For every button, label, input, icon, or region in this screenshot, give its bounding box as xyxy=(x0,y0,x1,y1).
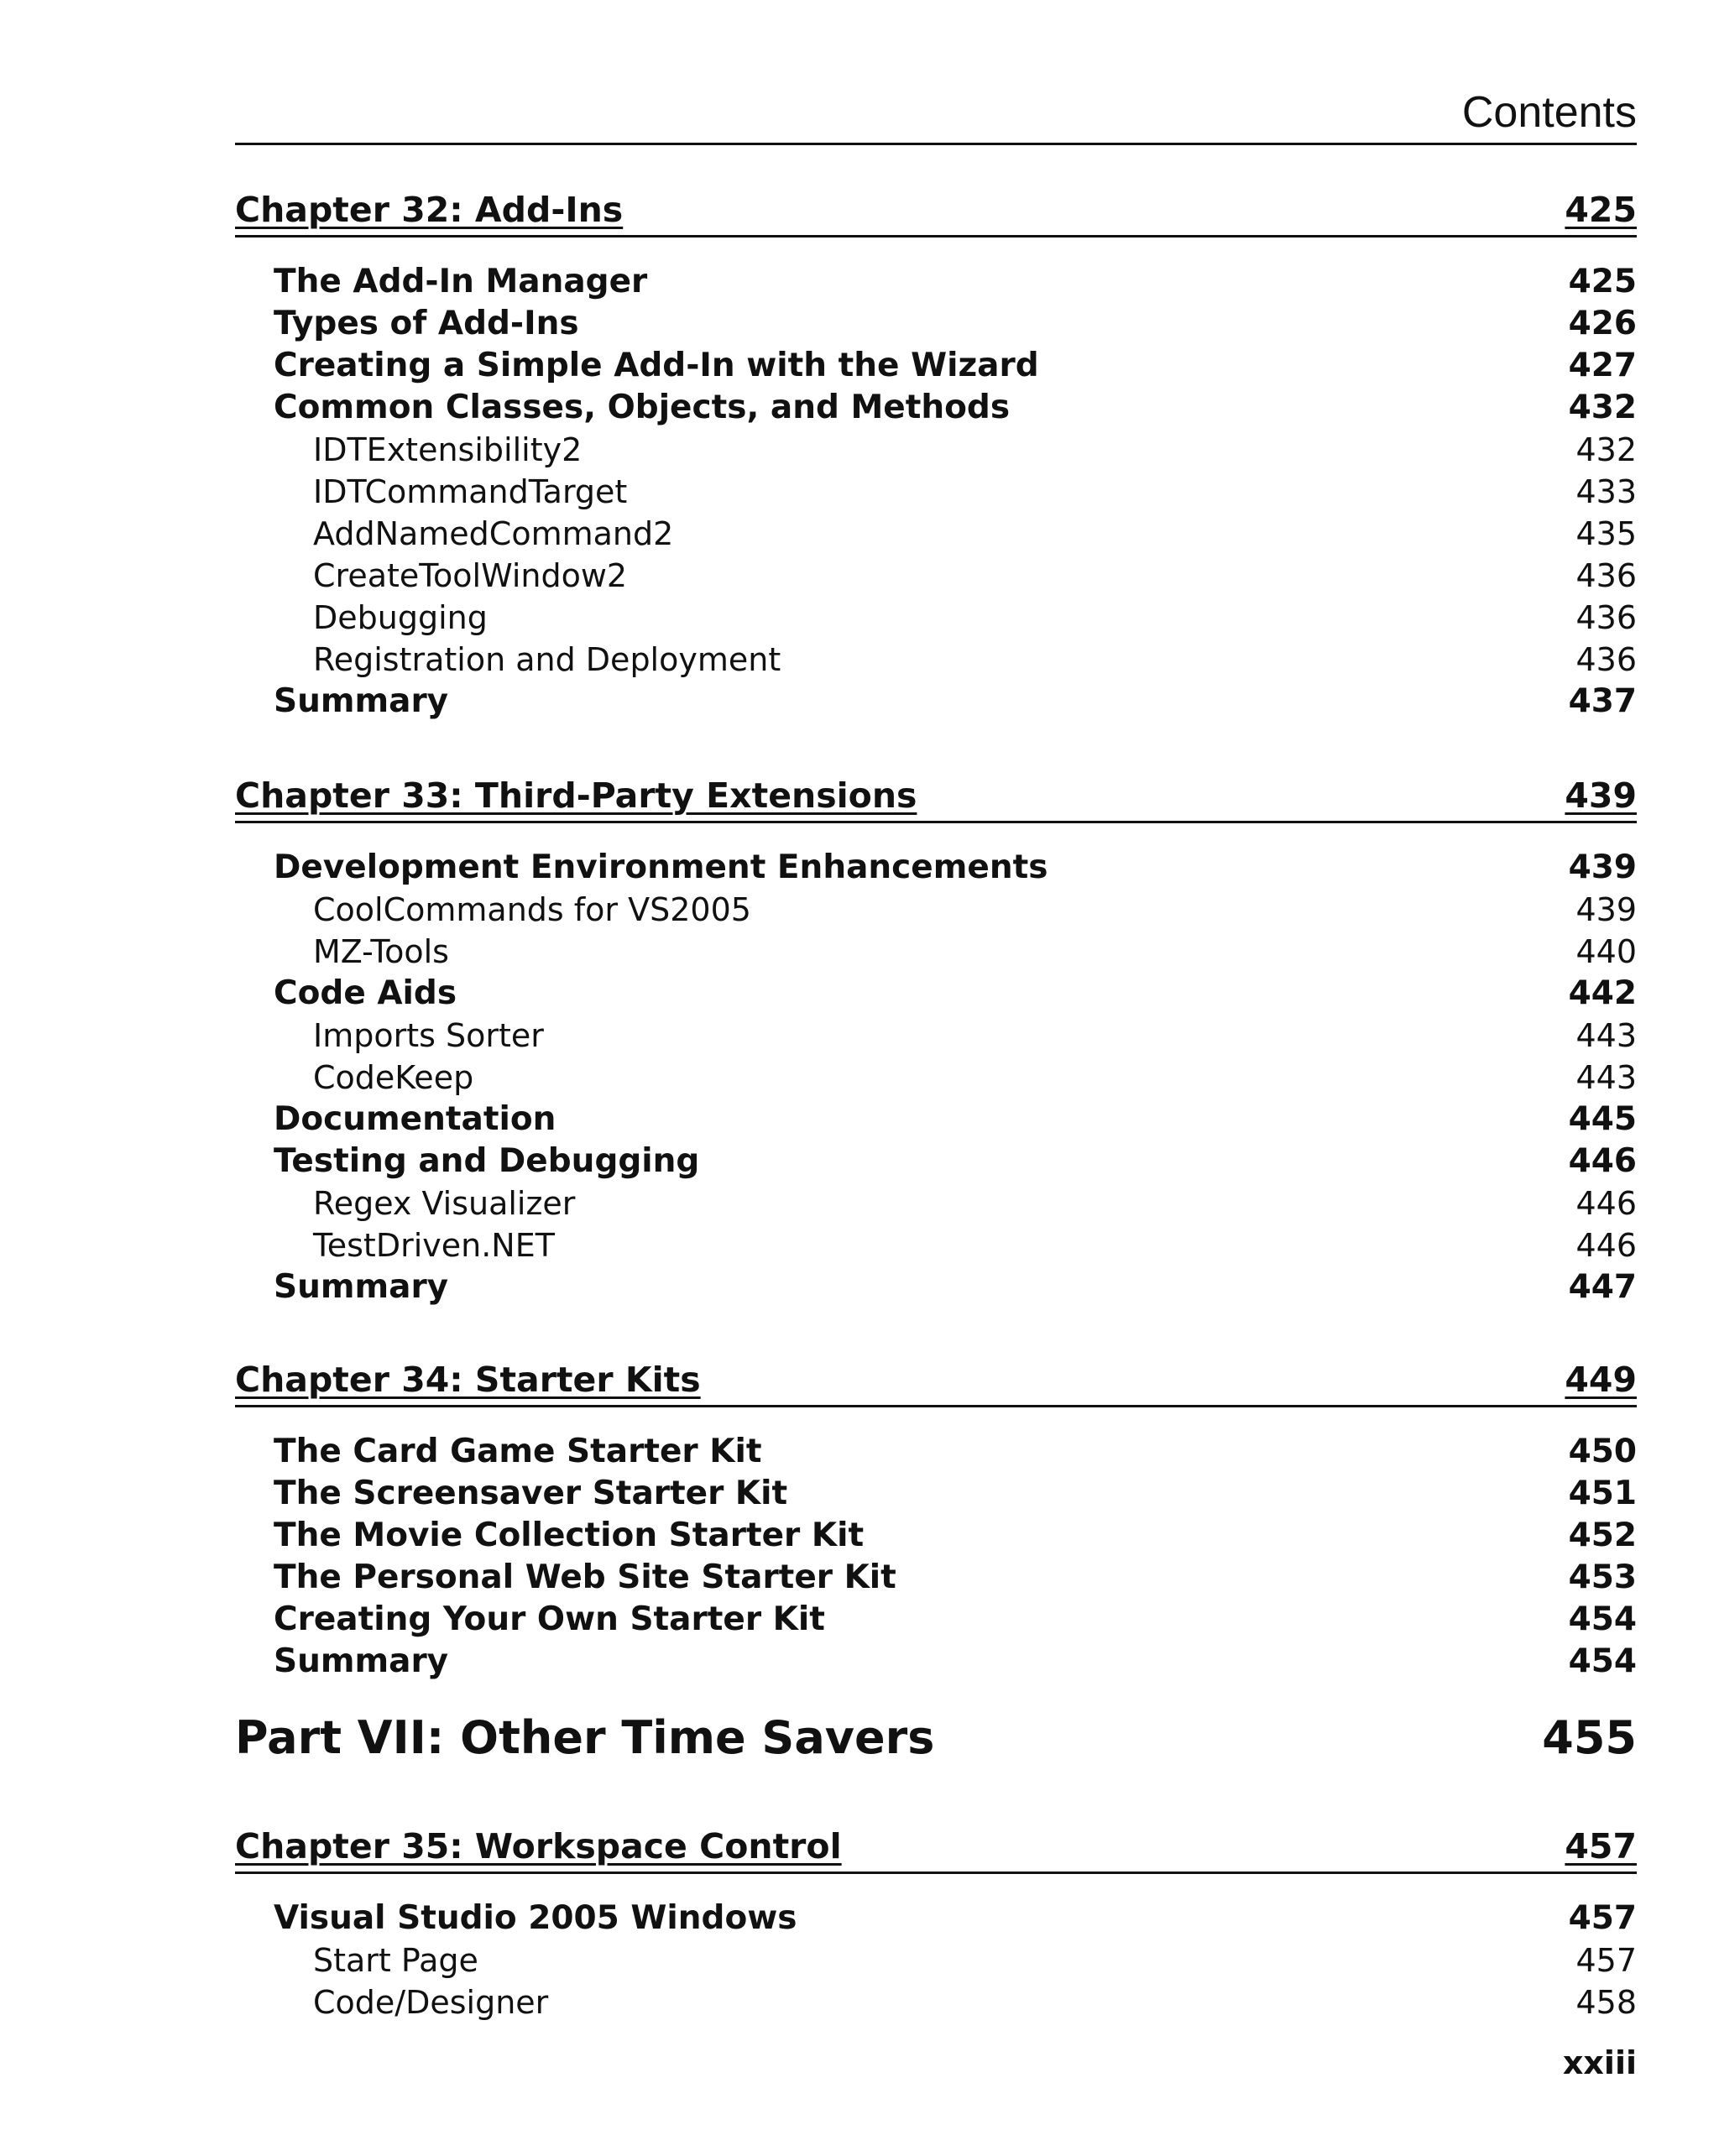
entry-title: The Screensaver Starter Kit xyxy=(274,1475,788,1512)
entry-page: 443 xyxy=(1575,1059,1637,1096)
entry-title: Summary xyxy=(274,1268,449,1306)
entry-page: 436 xyxy=(1575,557,1637,594)
toc-entry xyxy=(235,1641,1637,1683)
entry-title: Development Environment Enhancements xyxy=(274,848,1048,886)
entry-page: 446 xyxy=(1575,1227,1637,1264)
part-title: Part VII: Other Time Savers xyxy=(235,1711,935,1764)
entry-page: 454 xyxy=(1568,1642,1637,1680)
entry-page: 453 xyxy=(1568,1558,1637,1596)
page-folio: xxiii xyxy=(1562,2044,1637,2081)
part-page: 455 xyxy=(1542,1711,1637,1764)
entry-page: 435 xyxy=(1575,515,1637,552)
toc-subentry xyxy=(235,471,1637,513)
entry-page: 439 xyxy=(1568,848,1637,886)
entry-title: Summary xyxy=(274,682,449,720)
chapter-page: 449 xyxy=(1565,1360,1637,1400)
chapter-page: 425 xyxy=(1565,190,1637,230)
entry-title: Testing and Debugging xyxy=(274,1142,700,1180)
entry-page: 451 xyxy=(1568,1475,1637,1512)
toc-subentry xyxy=(235,931,1637,973)
part-heading xyxy=(235,1709,1637,1767)
entry-title: The Add-In Manager xyxy=(274,263,648,300)
entry-title: CoolCommands for VS2005 xyxy=(313,891,751,928)
entry-page: 436 xyxy=(1575,641,1637,678)
chapter-page: 457 xyxy=(1565,1826,1637,1866)
toc-subentry xyxy=(235,889,1637,931)
toc-entry xyxy=(235,261,1637,303)
entry-title: Summary xyxy=(274,1642,449,1680)
entry-title: IDTExtensibility2 xyxy=(313,431,583,468)
toc-entry xyxy=(235,1557,1637,1599)
toc-entry xyxy=(235,847,1637,889)
toc-subentry xyxy=(235,639,1637,681)
entry-page: 432 xyxy=(1568,389,1637,426)
entry-page: 436 xyxy=(1575,599,1637,636)
entry-page: 426 xyxy=(1568,305,1637,342)
entry-title: Imports Sorter xyxy=(313,1017,544,1054)
toc-subentry xyxy=(235,1182,1637,1224)
chapter-heading-33 xyxy=(235,770,1637,823)
entry-page: 457 xyxy=(1568,1899,1637,1937)
toc-subentry xyxy=(235,1981,1637,2023)
entry-title: Regex Visualizer xyxy=(313,1185,576,1222)
entry-page: 442 xyxy=(1568,974,1637,1012)
entry-page: 454 xyxy=(1568,1600,1637,1638)
entry-title: Start Page xyxy=(313,1942,478,1979)
entry-title: The Movie Collection Starter Kit xyxy=(274,1517,865,1554)
entry-title: The Personal Web Site Starter Kit xyxy=(274,1558,896,1596)
toc-entry xyxy=(235,973,1637,1015)
entry-page: 446 xyxy=(1575,1185,1637,1222)
entry-title: Debugging xyxy=(313,599,488,636)
entry-title: Visual Studio 2005 Windows xyxy=(274,1899,797,1937)
entry-title: The Card Game Starter Kit xyxy=(274,1433,762,1470)
entry-page: 432 xyxy=(1575,431,1637,468)
chapter-heading-34 xyxy=(235,1355,1637,1407)
chapter-title: Chapter 34: Starter Kits xyxy=(235,1360,701,1400)
toc-entry xyxy=(235,1266,1637,1308)
toc-entry xyxy=(235,303,1637,345)
entry-page: 425 xyxy=(1568,263,1637,300)
entry-title: Code/Designer xyxy=(313,1984,549,2021)
entry-page: 440 xyxy=(1575,933,1637,970)
entry-title: IDTCommandTarget xyxy=(313,473,628,510)
chapter-title: Chapter 35: Workspace Control xyxy=(235,1826,842,1866)
entry-page: 446 xyxy=(1568,1142,1637,1180)
entry-page: 447 xyxy=(1568,1268,1637,1306)
entry-title: Documentation xyxy=(274,1100,556,1138)
toc-entry xyxy=(235,387,1637,429)
toc-entry xyxy=(235,1473,1637,1515)
running-head: Contents xyxy=(1461,88,1637,137)
toc-subentry xyxy=(235,1057,1637,1099)
entry-page: 450 xyxy=(1568,1433,1637,1470)
chapter-title: Chapter 32: Add-Ins xyxy=(235,190,624,230)
toc-entry xyxy=(235,1099,1637,1141)
entry-title: Code Aids xyxy=(274,974,457,1012)
entry-title: CodeKeep xyxy=(313,1059,474,1096)
toc-subentry xyxy=(235,555,1637,597)
chapter-heading-35 xyxy=(235,1821,1637,1874)
toc-entry xyxy=(235,1898,1637,1939)
entry-title: Types of Add-Ins xyxy=(274,305,579,342)
entry-page: 439 xyxy=(1575,891,1637,928)
toc-subentry xyxy=(235,1939,1637,1981)
entry-title: AddNamedCommand2 xyxy=(313,515,674,552)
toc-entry xyxy=(235,1141,1637,1182)
toc-subentry xyxy=(235,429,1637,471)
entry-title: Creating Your Own Starter Kit xyxy=(274,1600,825,1638)
chapter-title: Chapter 33: Third-Party Extensions xyxy=(235,775,917,816)
toc-subentry xyxy=(235,1224,1637,1266)
toc-entry xyxy=(235,1515,1637,1557)
entry-title: Creating a Simple Add-In with the Wizard xyxy=(274,347,1039,384)
toc-subentry xyxy=(235,513,1637,555)
chapter-heading-32 xyxy=(235,185,1637,238)
toc-entry xyxy=(235,345,1637,387)
entry-title: TestDriven.NET xyxy=(313,1227,555,1264)
entry-page: 445 xyxy=(1568,1100,1637,1138)
entry-page: 458 xyxy=(1575,1984,1637,2021)
chapter-page: 439 xyxy=(1565,775,1637,816)
entry-page: 457 xyxy=(1575,1942,1637,1979)
toc-entry xyxy=(235,1599,1637,1641)
toc-subentry xyxy=(235,1015,1637,1057)
toc-subentry xyxy=(235,597,1637,639)
entry-title: Registration and Deployment xyxy=(313,641,781,678)
entry-page: 433 xyxy=(1575,473,1637,510)
entry-page: 443 xyxy=(1575,1017,1637,1054)
toc-entry xyxy=(235,1431,1637,1473)
entry-title: MZ-Tools xyxy=(313,933,449,970)
entry-title: CreateToolWindow2 xyxy=(313,557,628,594)
entry-page: 437 xyxy=(1568,682,1637,720)
header-rule xyxy=(235,143,1637,145)
entry-title: Common Classes, Objects, and Methods xyxy=(274,389,1011,426)
entry-page: 452 xyxy=(1568,1517,1637,1554)
entry-page: 427 xyxy=(1568,347,1637,384)
toc-entry xyxy=(235,681,1637,723)
